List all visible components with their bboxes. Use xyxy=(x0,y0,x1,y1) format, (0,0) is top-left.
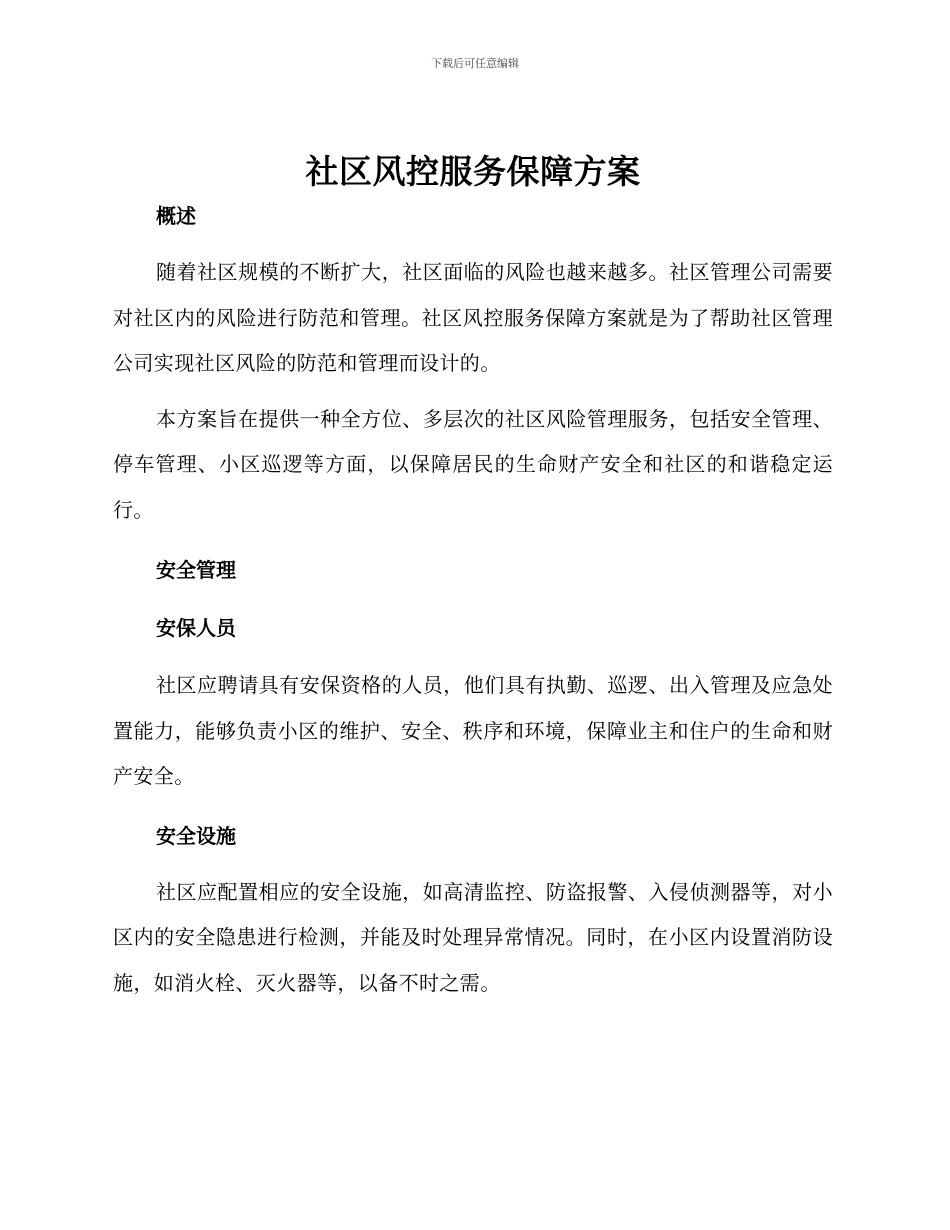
subsection-heading-security-staff: 安保人员 xyxy=(156,616,236,640)
paragraph-overview-1: 随着社区规模的不断扩大，社区面临的风险也越来越多。社区管理公司需要对社区内的风险进行防范和管理。社区风控服务保障方案就是为了帮助社区管理公司实现社区风险的防范和管理而设计的。 xyxy=(113,260,833,375)
document-title: 社区风控服务保障方案 xyxy=(305,152,641,191)
paragraph-overview-2: 本方案旨在提供一种全方位、多层次的社区风险管理服务，包括安全管理、停车管理、小区巡逻等方面，以保障居民的生命财产安全和社区的和谐稳定运行。 xyxy=(113,406,833,522)
section-heading-security-management: 安全管理 xyxy=(156,558,236,582)
section-heading-overview: 概述 xyxy=(156,204,196,228)
document-body xyxy=(113,150,833,1006)
subsection-heading-security-facilities: 安全设施 xyxy=(156,823,236,848)
header-watermark: 下载后可任意编辑 xyxy=(431,57,519,70)
paragraph-security-staff: 社区应聘请具有安保资格的人员，他们具有执勤、巡逻、出入管理及应急处置能力，能够负责小区的维护、安全、秩序和环境，保障业主和住户的生命和财产安全。 xyxy=(113,673,833,788)
paragraph-security-facilities: 社区应配置相应的安全设施，如高清监控、防盗报警、入侵侦测器等，对小区内的安全隐患进行检测，并能及时处理异常情况。同时，在小区内设置消防设施，如消火栓、灭火器等，以备不时之需。 xyxy=(113,879,833,995)
